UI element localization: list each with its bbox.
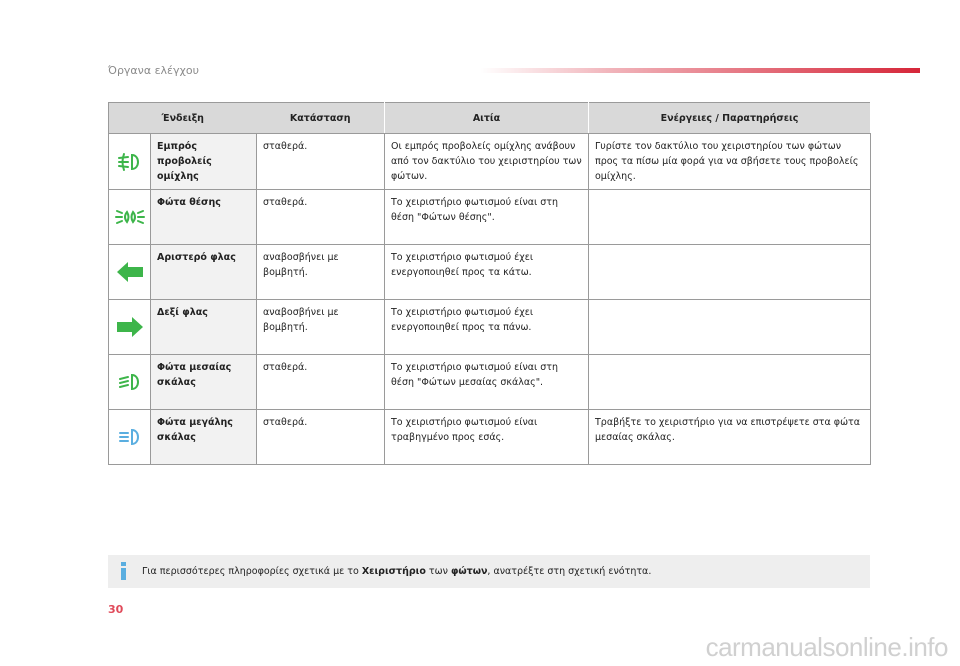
- table-row: [109, 355, 871, 410]
- right-indicator-icon: [115, 315, 145, 339]
- indicator-table: [108, 102, 871, 465]
- info-icon: [119, 561, 129, 581]
- indicator-action: Γυρίστε τον δακτύλιο του χειριστηρίου των φώτων προς τα πίσω μία φορά για να σβήσετε τους προβολείς ομίχλης.: [589, 134, 871, 190]
- table-row: [109, 134, 871, 190]
- page-header-title: Όργανα ελέγχου: [108, 64, 199, 77]
- indicator-name: Εμπρός προβολείς ομίχλης: [151, 134, 257, 190]
- indicator-name: Δεξί φλας: [151, 300, 257, 355]
- info-text-part: , ανατρέξτε στη σχετική ενότητα.: [487, 566, 652, 577]
- indicator-state: σταθερά.: [257, 355, 385, 410]
- indicator-cause: Το χειριστήριο φωτισμού έχει ενεργοποιηθεί προς τα πάνω.: [385, 300, 589, 355]
- indicator-name: Φώτα θέσης: [151, 190, 257, 245]
- indicator-name: Φώτα μεσαίας σκάλας: [151, 355, 257, 410]
- indicator-cause: Το χειριστήριο φωτισμού είναι στη θέση "Φώτων θέσης".: [385, 190, 589, 245]
- info-text: [142, 555, 651, 588]
- column-header-cause: Αιτία: [385, 103, 589, 134]
- table-row: [109, 300, 871, 355]
- indicator-action: [589, 190, 871, 245]
- info-link-lights: φώτων: [450, 566, 488, 577]
- indicator-name: Φώτα μεγάλης σκάλας: [151, 410, 257, 465]
- left-indicator-icon: [115, 260, 145, 284]
- column-header-indicator: Ένδειξη: [109, 103, 257, 134]
- indicator-cause: Οι εμπρός προβολείς ομίχλης ανάβουν από τον δακτύλιο του χειριστηρίου των φώτων.: [385, 134, 589, 190]
- indicator-action: Τραβήξτε το χειριστήριο για να επιστρέψετε στα φώτα μεσαίας σκάλας.: [589, 410, 871, 465]
- indicator-state: σταθερά.: [257, 190, 385, 245]
- indicator-cause: Το χειριστήριο φωτισμού είναι τραβηγμένο προς εσάς.: [385, 410, 589, 465]
- indicator-name: Αριστερό φλας: [151, 245, 257, 300]
- watermark: carmanualsonline.info: [705, 632, 948, 662]
- table-row: [109, 410, 871, 465]
- indicator-state: αναβοσβήνει με βομβητή.: [257, 300, 385, 355]
- main-beam-icon: [116, 427, 144, 447]
- table-row: [109, 190, 871, 245]
- indicator-cause: Το χειριστήριο φωτισμού είναι στη θέση "Φώτων μεσαίας σκάλας".: [385, 355, 589, 410]
- info-box: [108, 555, 870, 588]
- header-accent-bar: [480, 68, 920, 73]
- indicator-state: αναβοσβήνει με βομβητή.: [257, 245, 385, 300]
- indicator-state: σταθερά.: [257, 410, 385, 465]
- table-header-row: [109, 103, 871, 134]
- column-header-state: Κατάσταση: [257, 103, 385, 134]
- indicator-action: [589, 245, 871, 300]
- info-text-part: Για περισσότερες πληροφορίες σχετικά με το: [142, 566, 362, 577]
- info-link-controller: Χειριστήριο: [361, 566, 426, 577]
- info-text-part: των: [425, 566, 451, 577]
- indicator-state: σταθερά.: [257, 134, 385, 190]
- page-number: 30: [108, 603, 124, 616]
- front-fog-lamp-icon: [116, 152, 144, 172]
- indicator-action: [589, 355, 871, 410]
- dipped-beam-icon: [116, 372, 144, 392]
- indicator-cause: Το χειριστήριο φωτισμού έχει ενεργοποιηθεί προς τα κάτω.: [385, 245, 589, 300]
- sidelamps-icon: [114, 207, 146, 227]
- table-row: [109, 245, 871, 300]
- indicator-action: [589, 300, 871, 355]
- column-header-action: Ενέργειες / Παρατηρήσεις: [589, 103, 871, 134]
